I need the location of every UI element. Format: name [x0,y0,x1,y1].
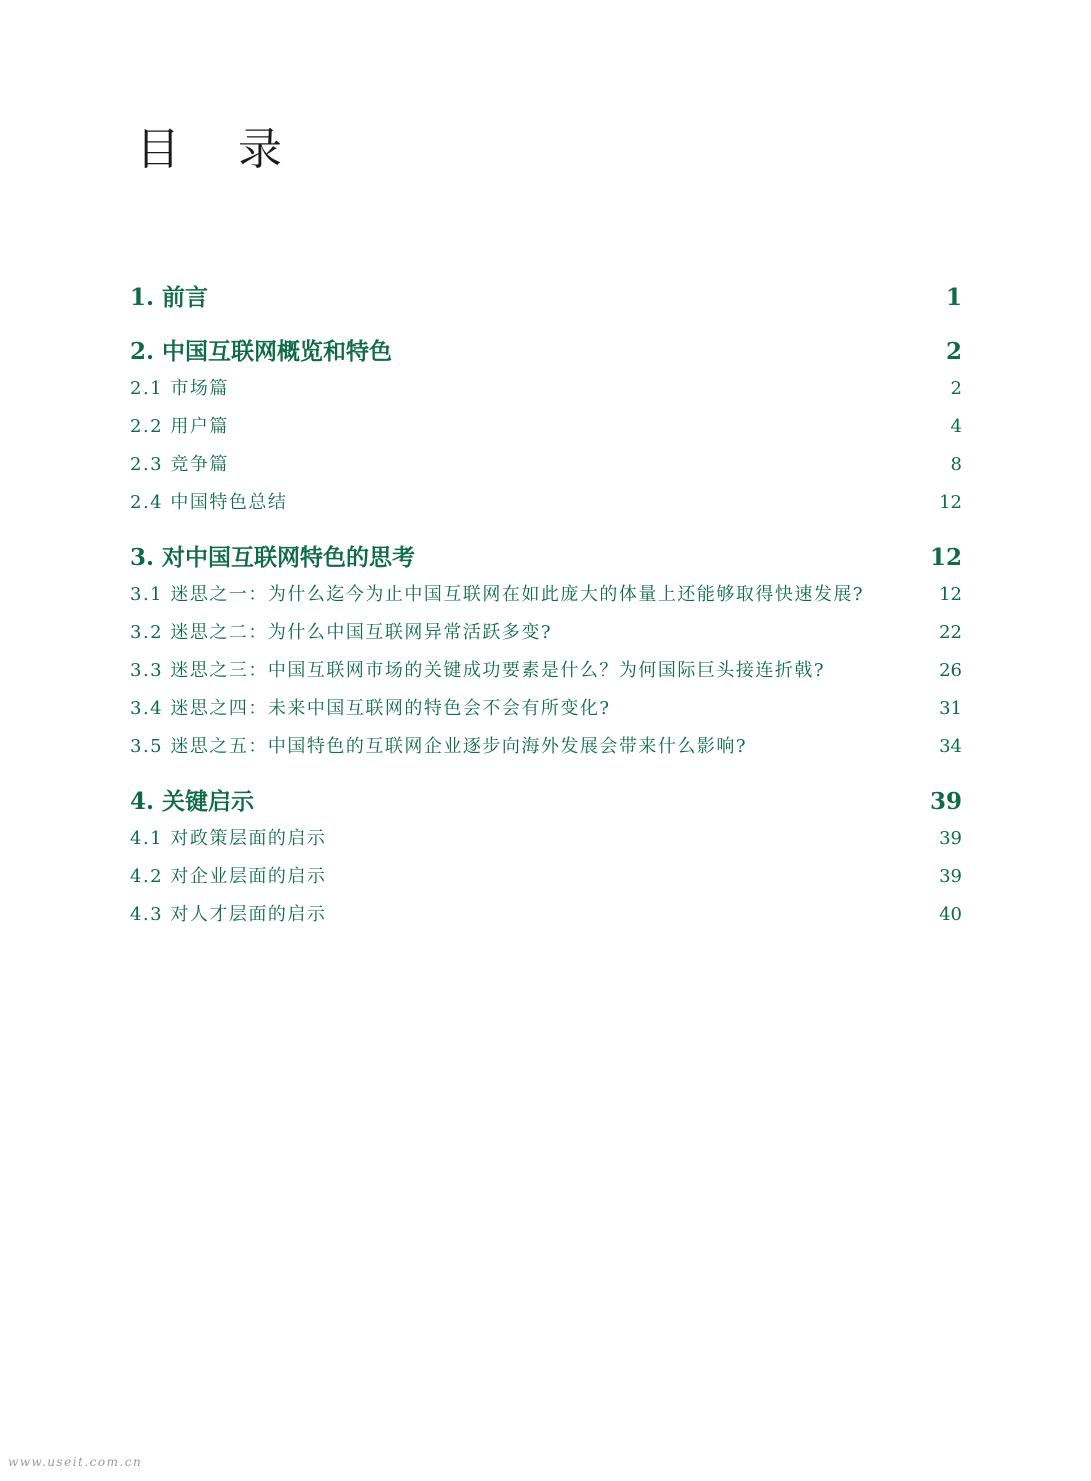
toc-page-number: 31 [939,698,962,719]
toc-subsection-4-3[interactable] [130,896,962,934]
toc-page-number: 40 [939,904,962,925]
toc-page-number: 39 [939,866,962,887]
toc-subsection-4-1[interactable] [130,820,962,858]
toc-page-number: 2 [945,338,962,365]
toc-section-label: 2. 中国互联网概览和特色 [130,338,393,365]
toc-page-number: 12 [929,544,962,571]
toc-subsection-3-3[interactable] [130,652,962,690]
toc-subsection-label: 2.1 市场篇 [130,378,229,399]
toc-subsection-2-4[interactable] [130,484,962,522]
toc-subsection-label: 4.3 对人才层面的启示 [130,904,327,925]
toc-subsection-4-2[interactable] [130,858,962,896]
toc-subsection-label: 3.4 迷思之四：未来中国互联网的特色会不会有所变化? [130,698,611,719]
toc-subsection-label: 4.1 对政策层面的启示 [130,828,327,849]
toc-section-4[interactable] [130,784,962,820]
toc-subsection-3-5[interactable] [130,728,962,766]
toc-subsection-3-4[interactable] [130,690,962,728]
toc-page-number: 12 [939,584,962,605]
toc-page-number: 1 [945,284,962,311]
toc-page-number: 2 [950,378,962,399]
toc-page-number: 4 [950,416,962,437]
toc-page-number: 39 [939,828,962,849]
toc-section-1[interactable] [130,280,962,316]
toc-subsection-label: 2.2 用户篇 [130,416,229,437]
toc-subsection-3-1[interactable] [130,576,962,614]
toc-subsection-label: 3.3 迷思之三：中国互联网市场的关键成功要素是什么？为何国际巨头接连折戟? [130,660,825,681]
toc-subsection-2-2[interactable] [130,408,962,446]
toc-subsection-3-2[interactable] [130,614,962,652]
toc-subsection-label: 3.2 迷思之二：为什么中国互联网异常活跃多变? [130,622,552,643]
toc-subsection-label: 2.3 竞争篇 [130,454,229,475]
watermark: www.useit.com.cn [8,1455,143,1469]
toc-page-number: 8 [950,454,962,475]
toc-page-number: 34 [939,736,962,757]
toc-page-number: 26 [939,660,962,681]
page-title: 目 录 [136,124,304,175]
toc-section-label: 1. 前言 [130,284,209,311]
toc-section-label: 4. 关键启示 [130,788,255,815]
table-of-contents [130,280,962,934]
toc-section-2[interactable] [130,334,962,370]
toc-page-number: 22 [939,622,962,643]
toc-subsection-label: 2.4 中国特色总结 [130,492,288,513]
toc-subsection-2-1[interactable] [130,370,962,408]
toc-subsection-label: 3.1 迷思之一：为什么迄今为止中国互联网在如此庞大的体量上还能够取得快速发展? [130,584,864,605]
toc-subsection-label: 4.2 对企业层面的启示 [130,866,327,887]
toc-subsection-label: 3.5 迷思之五：中国特色的互联网企业逐步向海外发展会带来什么影响? [130,736,747,757]
toc-page-number: 39 [929,788,962,815]
toc-subsection-2-3[interactable] [130,446,962,484]
toc-section-3[interactable] [130,540,962,576]
toc-section-label: 3. 对中国互联网特色的思考 [130,544,416,571]
toc-page-number: 12 [939,492,962,513]
